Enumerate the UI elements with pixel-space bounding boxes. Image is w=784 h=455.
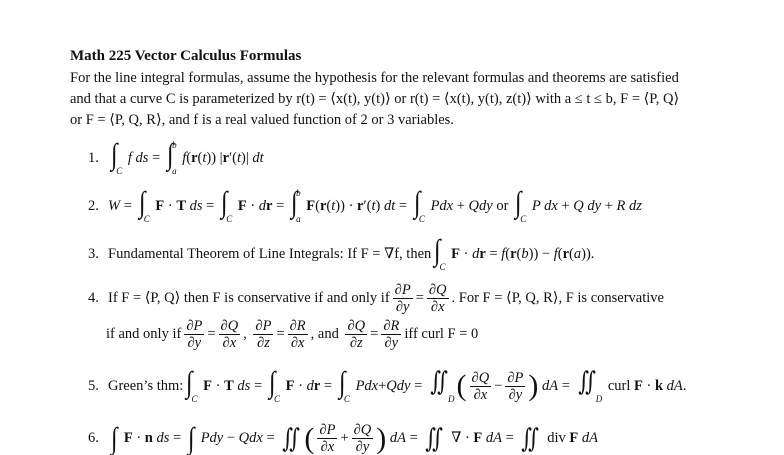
fraction: $\frac{\partial R}{\partial x}$ (289, 318, 306, 351)
integral-symbol: ∫ C (138, 186, 150, 224)
integral-symbol: ∫ C (338, 366, 350, 404)
integral-symbol: ∫ C (434, 234, 446, 272)
integral-symbol: ∫ C (186, 366, 198, 404)
formula-6: 6. ∫ F · n ds = ∫ Pdy − Qdx = ∬ ( $\frac{\partial P}{\partial x}$ + $\frac{\partial Q}{\partial y}$ ) dA = ∬ ∇ · F dA = ∬ div F dA (88, 421, 598, 455)
formula-expression: f ds = (127, 149, 164, 166)
intro-paragraph: For the line integral formulas, assume the hypothesis for the relevant formulas and theorems are satisfied and that a curve C is parameterized by r(t) = ⟨x(t), y(t)⟩ or r(t) = ⟨x(t), y(t), z(t)⟩ with a ≤ t ≤ b, F = ⟨P, Q⟩ or F = ⟨P, Q, R⟩, and f is a real valued function of 2 or 3 variables. (70, 70, 680, 128)
formula-expression: F · dr = f(r(b)) − f(r(a)). (451, 245, 595, 262)
formula-expression: f(r(t)) |r′(t)| dt (182, 149, 264, 166)
formula-text: Green’s thm: (108, 377, 184, 394)
formula-expression: P dx + Q dy + R dz (531, 197, 642, 214)
formula-expression: F · dr = (237, 197, 288, 214)
fraction: $\frac{\partial P}{\partial x}$ (319, 422, 336, 455)
formula-text: iff curl F = 0 (404, 326, 479, 342)
integral-symbol: ∫ C (110, 138, 123, 176)
formula-expression: F(r(t)) · r′(t) dt = (306, 197, 411, 214)
formula-3 (88, 236, 594, 272)
formula-number: 3. (88, 245, 99, 262)
formula-text: if and only if (106, 326, 182, 342)
formula-number: 4. (88, 290, 99, 306)
fraction: $\frac{\partial P}{\partial y}$ (394, 282, 411, 315)
fraction: $\frac{\partial Q}{\partial y}$ (353, 422, 372, 455)
fraction: $\frac{\partial Q}{\partial x}$ (220, 318, 239, 351)
fraction: $\frac{\partial R}{\partial y}$ (383, 318, 400, 351)
integral-symbol: ∫ C (514, 186, 527, 224)
formula-4-line-2: if and only if $\frac{\partial P}{\partial y}$ = $\frac{\partial Q}{\partial x}$ , $\frac{\partial P}{\partial z}$ = $\frac{\partial R}{\partial x}$ , and $\frac{\partial Q}{\partial z}$ = $\frac{\partial R}{\partial y}$ iff curl F = 0 (106, 318, 479, 351)
formula-1 (88, 140, 264, 176)
formula-4-line-1 (88, 282, 664, 315)
fraction: $\frac{\partial P}{\partial y}$ (507, 369, 524, 403)
fraction: $\frac{\partial P}{\partial z}$ (255, 318, 272, 351)
formula-text: Fundamental Theorem of Line Integrals: If F = ∇f, then (108, 245, 432, 262)
integral-symbol: ∫ (187, 421, 195, 455)
formula-text: . For F = ⟨P, Q, R⟩, F is conservative (451, 290, 664, 306)
fraction: $\frac{\partial P}{\partial y}$ (186, 318, 203, 351)
fraction: $\frac{\partial Q}{\partial z}$ (347, 318, 366, 351)
integral-symbol: ∫ (110, 421, 118, 455)
double-integral-symbol: ∬ D (577, 367, 603, 404)
formula-number: 2. (88, 197, 99, 214)
formula-number: 1. (88, 149, 99, 166)
integral-symbol: ∫ b a (290, 186, 301, 224)
formula-expression: F · T ds = (155, 197, 218, 214)
formula-2 (88, 188, 642, 224)
double-integral-symbol: ∬ (282, 423, 301, 453)
formula-text: If F = ⟨P, Q⟩ then F is conservative if and only if (108, 290, 390, 306)
fraction: $\frac{\partial Q}{\partial x}$ (428, 282, 447, 315)
fraction: $\frac{\partial Q}{\partial x}$ (471, 369, 490, 403)
double-integral-symbol: ∬ (425, 423, 444, 453)
formula-number: 6. (88, 430, 99, 446)
formula-number: 5. (88, 377, 99, 394)
integral-symbol: ∫ C (220, 186, 233, 224)
double-integral-symbol: ∬ (521, 423, 540, 453)
integral-symbol: ∫ C (413, 186, 425, 224)
formula-expression: W = (108, 197, 136, 214)
double-integral-symbol: ∬ D (430, 367, 455, 404)
formula-expression: Pdx + Qdy or (430, 197, 513, 214)
integral-symbol: ∫ b a (166, 138, 177, 176)
document-title: Math 225 Vector Calculus Formulas (70, 48, 302, 64)
formula-5: 5. Green’s thm: ∫ C F · T ds = ∫ C F · dr = ∫ C Pdx+Qdy = ∬ D ( $\frac{\partial Q}{\partial x}$ − $\frac{\partial P}{\partial y}$ ) dA = ∬ D curl F · k dA. (88, 366, 687, 404)
formula-expression: = (415, 290, 424, 306)
integral-symbol: ∫ C (268, 366, 280, 404)
